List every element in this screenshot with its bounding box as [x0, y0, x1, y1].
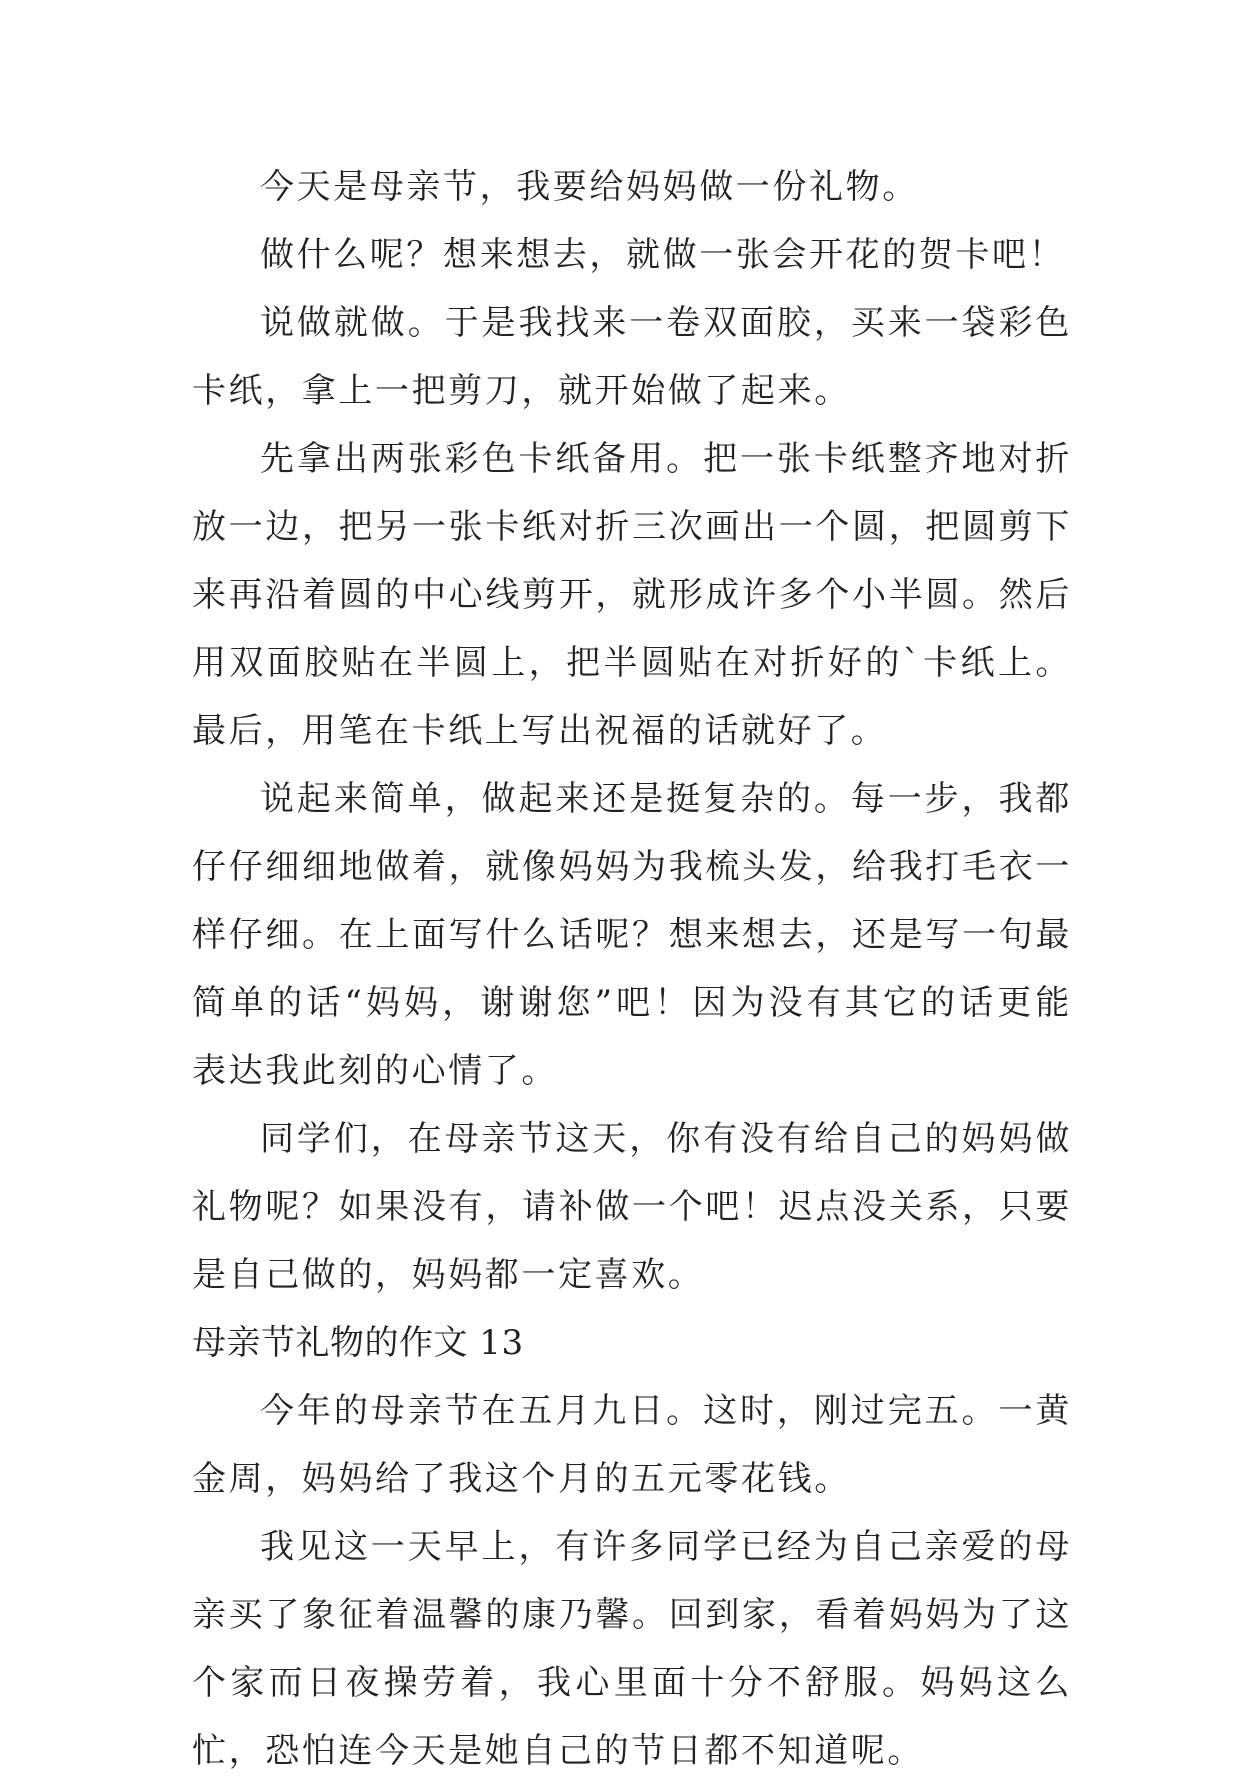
paragraph: 今天是母亲节，我要给妈妈做一份礼物。 — [260, 167, 919, 207]
paragraph: 同学们，在母亲节这天，你有没有给自己的妈妈做礼物呢？如果没有，请补做一个吧！迟点没关系，只要是自己做的，妈妈都一定喜欢。 — [192, 1119, 1072, 1295]
paragraph: 先拿出两张彩色卡纸备用。把一张卡纸整齐地对折放一边，把另一张卡纸对折三次画出一个圆，把圆剪下来再沿着圆的中心线剪开，就形成许多个小半圆。然后用双面胶贴在半圆上，把半圆贴在对折好的`卡纸上。最后，用笔在卡纸上写出祝福的话就好了。 — [192, 439, 1072, 751]
paragraph: 做什么呢？想来想去，就做一张会开花的贺卡吧！ — [260, 235, 1066, 275]
paragraph: 今年的母亲节在五月九日。这时，刚过完五。一黄金周，妈妈给了我这个月的五元零花钱。 — [192, 1391, 1072, 1499]
section-heading: 母亲节礼物的作文 13 — [192, 1323, 524, 1363]
paragraph: 我见这一天早上，有许多同学已经为自己亲爱的母亲买了象征着温馨的康乃馨。回到家，看着妈妈为了这个家而日夜操劳着，我心里面十分不舒服。妈妈这么忙，恐怕连今天是她自己的节日都不知道呢。 — [192, 1527, 1072, 1771]
paragraph: 说起来简单，做起来还是挺复杂的。每一步，我都仔仔细细地做着，就像妈妈为我梳头发，给我打毛衣一样仔细。在上面写什么话呢？想来想去，还是写一句最简单的话“妈妈，谢谢您”吧！因为没有其它的话更能表达我此刻的心情了。 — [192, 779, 1072, 1091]
paragraph: 说做就做。于是我找来一卷双面胶，买来一袋彩色卡纸，拿上一把剪刀，就开始做了起来。 — [192, 303, 1072, 411]
document-body — [192, 153, 1072, 1785]
